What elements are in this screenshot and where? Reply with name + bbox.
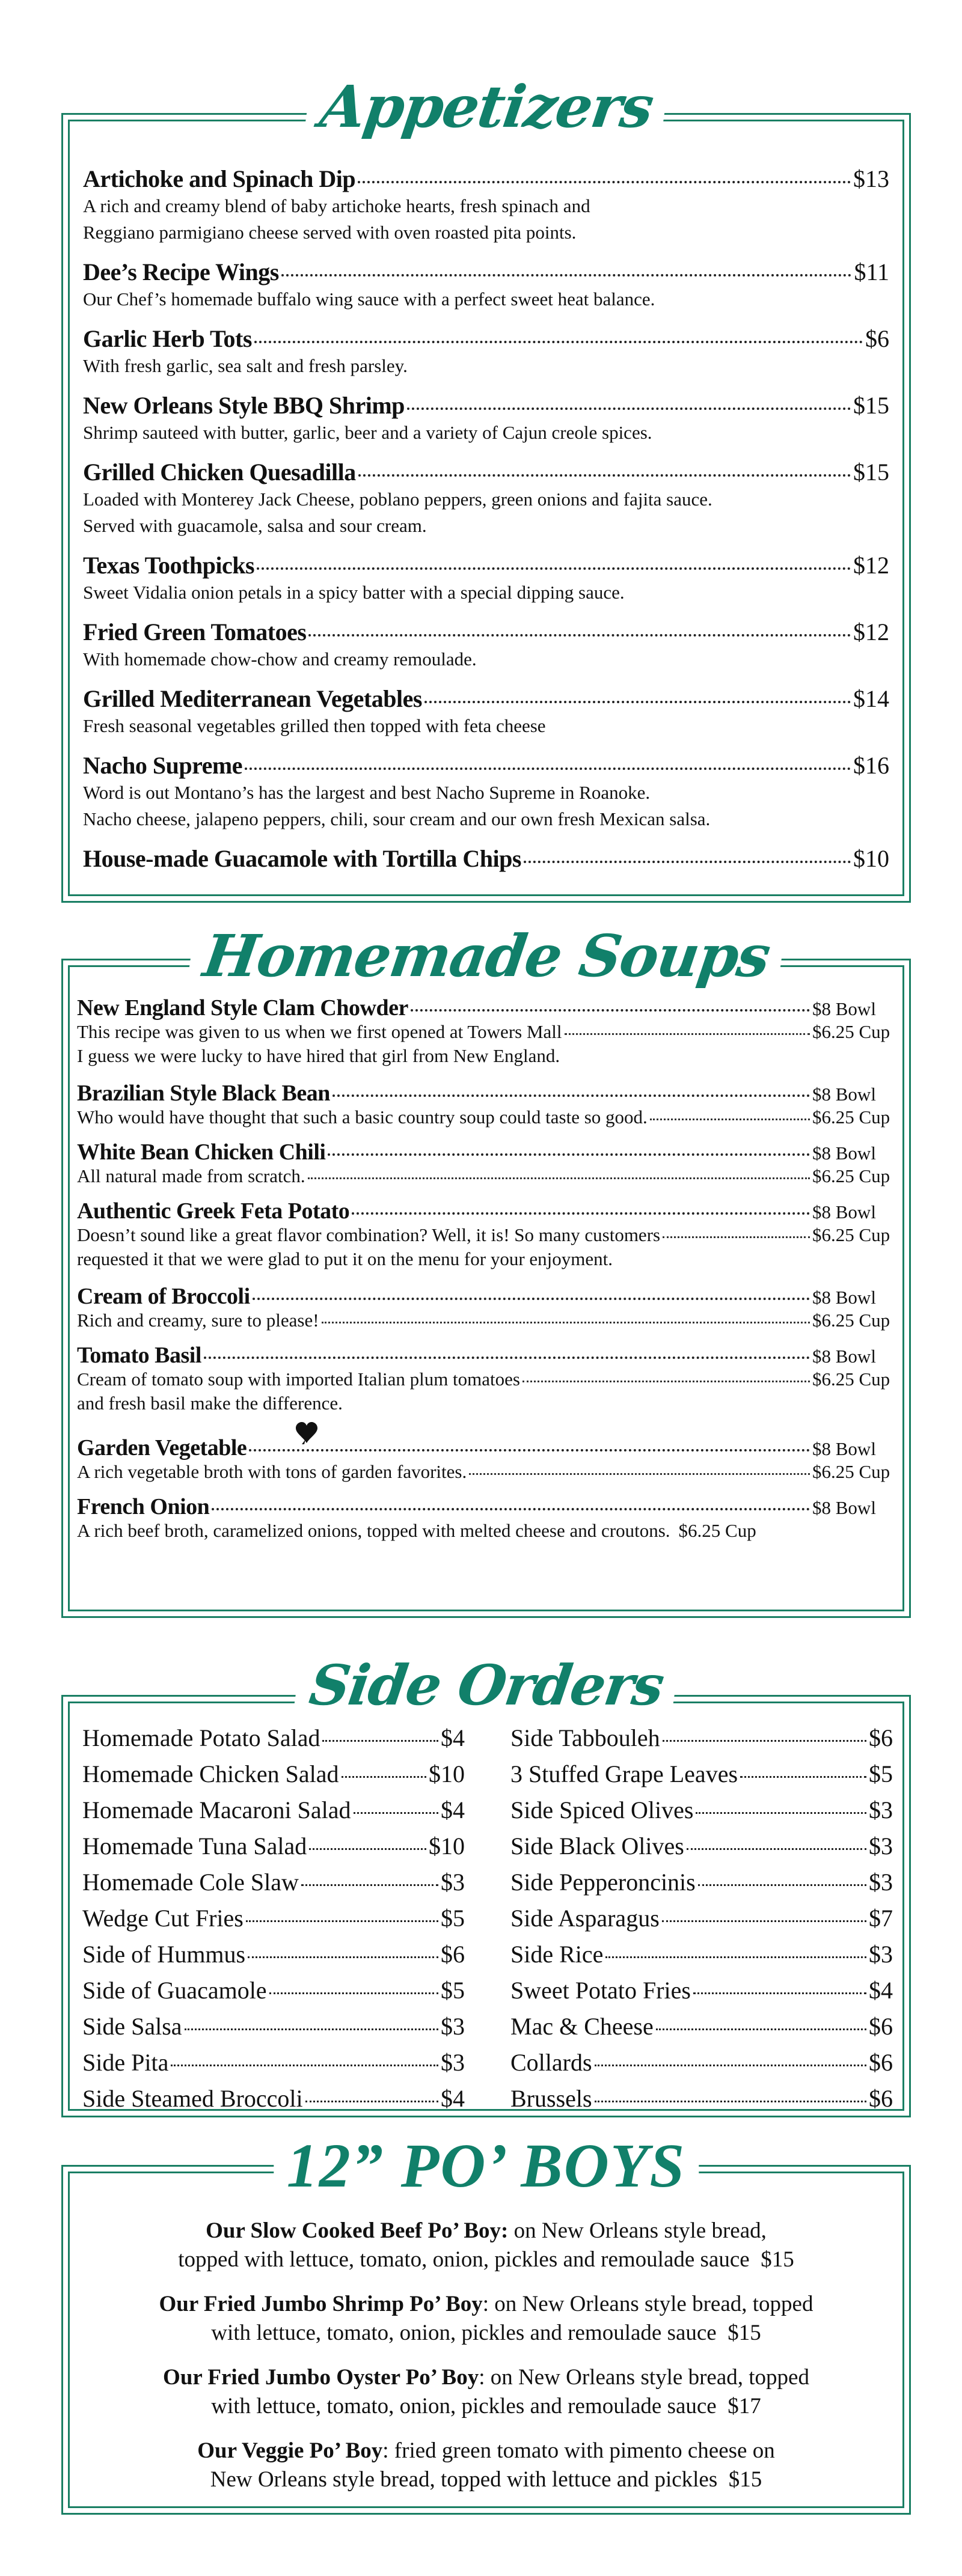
dot-leader xyxy=(687,1848,866,1850)
dot-leader xyxy=(662,1920,866,1922)
bowl-price: $8 Bowl xyxy=(812,1346,876,1367)
item-price: $12 xyxy=(853,552,889,579)
item-name: 3 Stuffed Grape Leaves xyxy=(510,1760,738,1787)
item-name: Our Fried Jumbo Oyster Po’ Boy xyxy=(163,2365,479,2390)
item-price: $15 xyxy=(728,2321,761,2345)
bowl-price: $8 Bowl xyxy=(812,1287,876,1308)
dot-leader xyxy=(328,1153,810,1156)
item-name: White Bean Chicken Chili xyxy=(77,1140,326,1165)
menu-item xyxy=(83,844,889,873)
dot-leader xyxy=(524,861,851,863)
item-name: Homemade Cole Slaw xyxy=(82,1869,299,1896)
item-description: : on New Orleans style bread, topped xyxy=(479,2365,809,2390)
side-item xyxy=(82,2012,465,2048)
item-name: Side Black Olives xyxy=(510,1833,684,1860)
item-price: $15 xyxy=(728,2467,762,2492)
item-name: Garden Vegetable xyxy=(77,1435,247,1460)
menu-item xyxy=(83,258,889,313)
item-price: $14 xyxy=(853,685,889,712)
dot-leader xyxy=(309,1848,426,1850)
side-item xyxy=(510,1940,893,1976)
item-price: $5 xyxy=(441,1977,465,2004)
item-price: $16 xyxy=(853,752,889,779)
side-item xyxy=(82,1976,465,2012)
item-price: $3 xyxy=(869,1869,893,1896)
item-price: $3 xyxy=(441,2013,465,2040)
dot-leader xyxy=(301,1884,438,1886)
item-price: $17 xyxy=(728,2394,761,2419)
side-item xyxy=(510,1904,893,1940)
dot-leader xyxy=(650,1119,810,1120)
poboys-section xyxy=(61,2131,911,2515)
item-name: Side Asparagus xyxy=(510,1905,660,1932)
item-price: $4 xyxy=(869,1977,893,2004)
item-price: $6 xyxy=(865,325,889,352)
soup-item xyxy=(77,1139,902,1187)
poboy-item xyxy=(73,2290,899,2348)
bowl-price: $8 Bowl xyxy=(812,1438,876,1459)
dot-leader xyxy=(407,407,851,410)
dot-leader xyxy=(204,1357,810,1359)
side-item xyxy=(82,1796,465,1832)
item-name: Tomato Basil xyxy=(77,1343,201,1368)
item-description: Who would have thought that such a basic country soup could taste so good. xyxy=(77,1106,648,1128)
item-name: Side Salsa xyxy=(82,2013,182,2040)
side-item xyxy=(82,2048,465,2084)
item-name: Side Pita xyxy=(82,2049,169,2076)
item-price: $6 xyxy=(869,2049,893,2076)
poboy-item xyxy=(73,2437,899,2494)
item-description: Fresh seasonal vegetables grilled then topped with feta cheese xyxy=(83,715,546,736)
item-description: with lettuce, tomato, onion, pickles and remoulade sauce xyxy=(211,2321,717,2345)
item-name: Side Rice xyxy=(510,1941,604,1968)
appetizers-list xyxy=(83,165,889,885)
side-item xyxy=(510,1760,893,1796)
side-item xyxy=(510,1832,893,1868)
item-name: Homemade Tuna Salad xyxy=(82,1833,307,1860)
side-item xyxy=(82,1868,465,1904)
dot-leader xyxy=(595,2101,866,2102)
item-name: New England Style Clam Chowder xyxy=(77,995,408,1021)
dot-leader xyxy=(663,1236,810,1238)
side-orders-heading: Side Orders xyxy=(293,1658,679,1713)
dot-leader xyxy=(308,634,851,636)
item-price: $10 xyxy=(853,845,889,872)
bowl-price: $8 Bowl xyxy=(812,998,876,1019)
side-item xyxy=(82,1760,465,1796)
item-description: Shrimp sauteed with butter, garlic, beer and a variety of Cajun creole spices. xyxy=(83,422,652,443)
item-description: With homemade chow-chow and creamy remoulade. xyxy=(83,649,477,670)
item-name: Side of Hummus xyxy=(82,1941,246,1968)
bowl-price: $8 Bowl xyxy=(812,1201,876,1222)
dot-leader xyxy=(171,2065,438,2066)
item-description: : on New Orleans style bread, topped xyxy=(482,2292,813,2316)
dot-leader xyxy=(698,1884,866,1886)
item-name: Dee’s Recipe Wings xyxy=(83,258,279,285)
item-price: $3 xyxy=(869,1941,893,1968)
side-item xyxy=(510,1724,893,1760)
item-description: Loaded with Monterey Jack Cheese, poblano peppers, green onions and fajita sauce. xyxy=(83,489,712,510)
item-description: This recipe was given to us when we first opened at Towers Mall xyxy=(77,1021,562,1042)
item-name: Mac & Cheese xyxy=(510,2013,654,2040)
cup-price: $6.25 Cup xyxy=(812,1106,890,1128)
item-description: Served with guacamole, salsa and sour cream. xyxy=(83,515,427,536)
bowl-price: $8 Bowl xyxy=(812,1084,876,1105)
item-name: Cream of Broccoli xyxy=(77,1284,250,1309)
side-item xyxy=(82,1904,465,1940)
dot-leader xyxy=(354,1812,438,1814)
item-price: $10 xyxy=(429,1833,465,1860)
item-description: A rich beef broth, caramelized onions, topped with melted cheese and croutons. xyxy=(77,1520,670,1541)
side-item xyxy=(82,1940,465,1976)
item-price: $3 xyxy=(441,2049,465,2076)
soup-item xyxy=(77,1080,902,1128)
menu-item xyxy=(83,618,889,673)
dot-leader xyxy=(595,2065,866,2066)
side-item xyxy=(510,1796,893,1832)
item-description: on New Orleans style bread, xyxy=(508,2218,767,2243)
dot-leader xyxy=(352,1212,810,1215)
item-description: All natural made from scratch. xyxy=(77,1165,305,1186)
item-price: $6 xyxy=(441,1941,465,1968)
soups-heading: Homemade Soups xyxy=(186,927,786,985)
dot-leader xyxy=(522,1381,810,1382)
side-orders-right-column xyxy=(510,1724,893,2120)
heart-icon xyxy=(295,1421,319,1444)
item-description: : fried green tomato with pimento cheese on xyxy=(382,2438,775,2463)
soup-item xyxy=(77,995,902,1069)
item-price: $6 xyxy=(869,2013,893,2040)
item-name: New Orleans Style BBQ Shrimp xyxy=(83,392,405,419)
dot-leader xyxy=(332,1094,810,1097)
item-price: $3 xyxy=(441,1869,465,1896)
item-price: $4 xyxy=(441,1796,465,1824)
item-price: $15 xyxy=(761,2247,794,2272)
dot-leader xyxy=(249,1449,810,1451)
dot-leader xyxy=(411,1009,810,1012)
item-name: Grilled Mediterranean Vegetables xyxy=(83,685,422,712)
item-price: $5 xyxy=(869,1760,893,1787)
side-item xyxy=(510,2084,893,2120)
item-description: Nacho cheese, jalapeno peppers, chili, sour cream and our own fresh Mexican salsa. xyxy=(83,808,711,829)
menu-item xyxy=(83,751,889,832)
dot-leader xyxy=(469,1473,810,1475)
item-description: With fresh garlic, sea salt and fresh parsley. xyxy=(83,355,408,376)
item-name: Side Tabbouleh xyxy=(510,1724,660,1751)
dot-leader xyxy=(565,1033,810,1035)
soups-section xyxy=(61,922,911,1618)
cup-price: $6.25 Cup xyxy=(812,1165,890,1186)
item-name: Our Veggie Po’ Boy xyxy=(197,2438,383,2463)
menu-item xyxy=(83,391,889,446)
dot-leader xyxy=(246,1920,438,1922)
menu-item xyxy=(83,325,889,379)
item-description: Cream of tomato soup with imported Italian plum tomatoes xyxy=(77,1369,520,1390)
cup-price: $6.25 Cup xyxy=(812,1310,890,1331)
item-name: Garlic Herb Tots xyxy=(83,325,252,352)
dot-leader xyxy=(696,1812,866,1814)
side-item xyxy=(510,2048,893,2084)
item-name: Fried Green Tomatoes xyxy=(83,618,307,646)
item-description: I guess we were lucky to have hired that girl from New England. xyxy=(77,1045,560,1066)
item-price: $6 xyxy=(869,1724,893,1751)
poboys-heading: 12” PO’ BOYS xyxy=(274,2135,699,2197)
item-description: Sweet Vidalia onion petals in a spicy batter with a special dipping sauce. xyxy=(83,582,625,603)
item-name: Our Slow Cooked Beef Po’ Boy: xyxy=(206,2218,509,2243)
item-name: Sweet Potato Fries xyxy=(510,1977,691,2004)
side-orders-section xyxy=(61,1653,911,2117)
soup-item xyxy=(77,1435,902,1483)
side-item xyxy=(510,1976,893,2012)
cup-price: $6.25 Cup xyxy=(678,1520,756,1541)
item-name: Grilled Chicken Quesadilla xyxy=(83,459,356,486)
item-description: Word is out Montano’s has the largest and best Nacho Supreme in Roanoke. xyxy=(83,782,651,803)
cup-price: $6.25 Cup xyxy=(812,1224,890,1245)
dot-leader xyxy=(605,1956,866,1958)
bowl-price: $8 Bowl xyxy=(812,1143,876,1164)
item-name: Side Steamed Broccoli xyxy=(82,2085,303,2112)
item-name: Nacho Supreme xyxy=(83,752,242,779)
item-name: Homemade Potato Salad xyxy=(82,1724,320,1751)
item-price: $3 xyxy=(869,1833,893,1860)
soup-item xyxy=(77,1494,902,1542)
dot-leader xyxy=(342,1776,426,1778)
dot-leader xyxy=(358,474,851,477)
item-price: $13 xyxy=(853,165,889,192)
menu-item xyxy=(83,551,889,606)
menu-item xyxy=(83,458,889,539)
dot-leader xyxy=(663,1740,866,1742)
item-description: A rich and creamy blend of baby artichoke hearts, fresh spinach and xyxy=(83,195,590,216)
side-orders-columns xyxy=(82,1724,893,2120)
item-description: Our Chef’s homemade buffalo wing sauce with a perfect sweet heat balance. xyxy=(83,288,655,310)
item-name: Our Fried Jumbo Shrimp Po’ Boy xyxy=(159,2292,483,2316)
soup-item xyxy=(77,1198,902,1272)
soups-list xyxy=(77,995,902,1552)
item-price: $7 xyxy=(869,1905,893,1932)
dot-leader xyxy=(424,701,851,703)
menu-item xyxy=(83,685,889,739)
poboy-item xyxy=(73,2217,899,2274)
side-orders-left-column xyxy=(82,1724,465,2120)
dot-leader xyxy=(253,1298,810,1300)
item-name: French Onion xyxy=(77,1494,210,1519)
item-description: and fresh basil make the difference. xyxy=(77,1393,343,1414)
item-price: $10 xyxy=(429,1760,465,1787)
item-name: Texas Toothpicks xyxy=(83,552,255,579)
poboy-item xyxy=(73,2363,899,2421)
item-name: Brussels xyxy=(510,2085,592,2112)
item-description: with lettuce, tomato, onion, pickles and remoulade sauce xyxy=(211,2394,717,2419)
item-description: Rich and creamy, sure to please! xyxy=(77,1310,319,1331)
item-description: Reggiano parmigiano cheese served with oven roasted pita points. xyxy=(83,222,577,243)
dot-leader xyxy=(656,2028,866,2030)
dot-leader xyxy=(245,768,851,770)
item-price: $15 xyxy=(853,459,889,486)
dot-leader xyxy=(254,341,863,343)
item-name: Homemade Chicken Salad xyxy=(82,1760,339,1787)
item-price: $4 xyxy=(441,1724,465,1751)
dot-leader xyxy=(305,2101,438,2102)
item-price: $5 xyxy=(441,1905,465,1932)
dot-leader xyxy=(257,567,851,570)
item-name: Collards xyxy=(510,2049,592,2076)
dot-leader xyxy=(358,181,851,183)
side-item xyxy=(510,2012,893,2048)
item-name: Homemade Macaroni Salad xyxy=(82,1796,351,1824)
appetizers-section xyxy=(61,73,911,903)
dot-leader xyxy=(693,1992,866,1994)
item-description: topped with lettuce, tomato, onion, pickles and remoulade sauce xyxy=(178,2247,750,2272)
soup-item xyxy=(77,1342,902,1417)
item-description: Doesn’t sound like a great flavor combination? Well, it is! So many customers xyxy=(77,1224,661,1245)
item-price: $6 xyxy=(869,2085,893,2112)
side-item xyxy=(82,1724,465,1760)
poboys-list xyxy=(73,2217,899,2510)
item-price: $4 xyxy=(441,2085,465,2112)
dot-leader xyxy=(185,2028,438,2030)
item-name: House-made Guacamole with Tortilla Chips xyxy=(83,845,521,872)
item-description: New Orleans style bread, topped with lettuce and pickles xyxy=(210,2467,718,2492)
item-price: $12 xyxy=(853,618,889,646)
dot-leader xyxy=(281,274,852,276)
cup-price: $6.25 Cup xyxy=(812,1021,890,1042)
soup-item xyxy=(77,1283,902,1331)
dot-leader xyxy=(308,1177,810,1179)
side-item xyxy=(82,1832,465,1868)
item-price: $11 xyxy=(854,258,889,285)
dot-leader xyxy=(248,1956,438,1958)
item-name: Brazilian Style Black Bean xyxy=(77,1081,330,1106)
dot-leader xyxy=(322,1740,438,1742)
side-item xyxy=(82,2084,465,2120)
item-name: Authentic Greek Feta Potato xyxy=(77,1198,350,1224)
cup-price: $6.25 Cup xyxy=(812,1461,890,1482)
item-price: $3 xyxy=(869,1796,893,1824)
item-name: Side Spiced Olives xyxy=(510,1796,694,1824)
menu-item xyxy=(83,165,889,246)
item-name: Side Pepperoncinis xyxy=(510,1869,696,1896)
dot-leader xyxy=(269,1992,438,1994)
side-item xyxy=(510,1868,893,1904)
item-name: Artichoke and Spinach Dip xyxy=(83,165,356,192)
item-name: Side of Guacamole xyxy=(82,1977,267,2004)
dot-leader xyxy=(740,1776,866,1778)
item-description: A rich vegetable broth with tons of garden favorites. xyxy=(77,1461,467,1482)
dot-leader xyxy=(322,1322,810,1323)
cup-price: $6.25 Cup xyxy=(812,1369,890,1390)
dot-leader xyxy=(212,1508,810,1510)
item-description: requested it that we were glad to put it on the menu for your enjoyment. xyxy=(77,1248,613,1269)
appetizers-heading: Appetizers xyxy=(303,78,669,136)
item-price: $15 xyxy=(853,392,889,419)
item-name: Wedge Cut Fries xyxy=(82,1905,244,1932)
bowl-price: $8 Bowl xyxy=(812,1497,876,1518)
